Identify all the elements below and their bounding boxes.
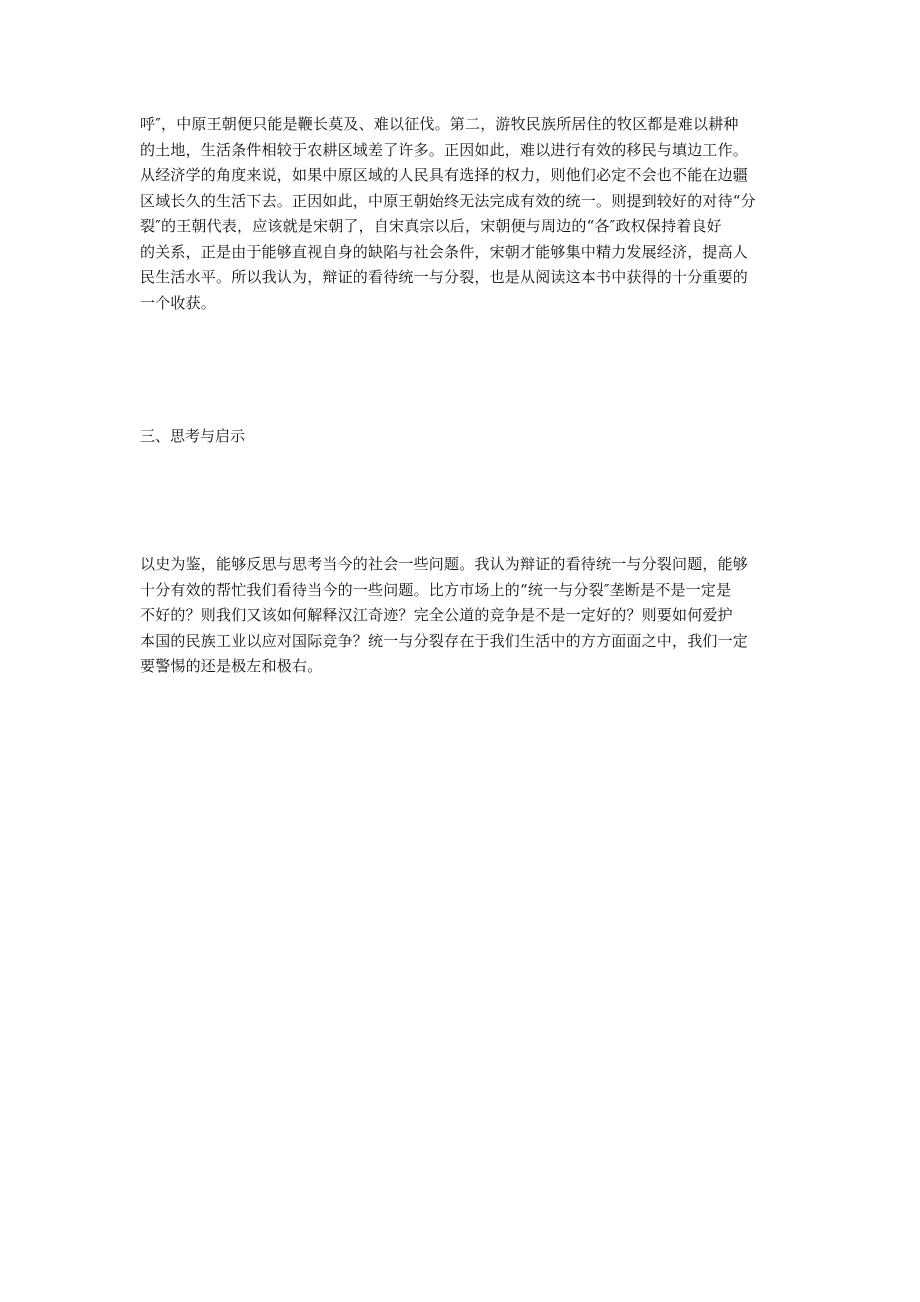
- paragraph-line: 裂″的王朝代表，应该就是宋朝了，自宋真宗以后，宋朝便与周边的“各″政权保持着良好: [140, 217, 722, 235]
- paragraph-line: 以史为鉴，能够反思与思考当今的社会一些问题。我认为辩证的看待统一与分裂问题，能够: [140, 555, 749, 573]
- body-paragraph: [140, 112, 790, 316]
- paragraph-line: 从经济学的角度来说，如果中原区域的人民具有选择的权力，则他们必定不会也不能在边疆: [140, 166, 749, 184]
- paragraph-line: 一个收获。: [140, 293, 217, 312]
- paragraph-line: 呼″，中原王朝便只能是鞭长莫及、难以征伐。第二，游牧民族所居住的牧区都是难以耕种: [140, 115, 739, 133]
- section-heading: 三、思考与启示: [140, 427, 246, 445]
- paragraph-line: 的土地，生活条件相较于农耕区域差了许多。正因如此，难以进行有效的移民与填边工作。: [140, 140, 749, 159]
- paragraph-line: 区域长久的生活下去。正因如此，中原王朝始终无法完成有效的统一。则提到较好的对待“分: [140, 191, 756, 210]
- paragraph-line: 民生活水平。所以我认为，辩证的看待统一与分裂，也是从阅读这本书中获得的十分重要的: [140, 268, 749, 286]
- paragraph-line: 本国的民族工业以应对国际竞争？统一与分裂存在于我们生活中的方方面面之中，我们一定: [140, 631, 749, 650]
- paragraph-line: 不好的？则我们又该如何解释汉江奇迹？完全公道的竞争是不是一定好的？则要如何爱护: [140, 606, 733, 624]
- body-paragraph: [140, 552, 790, 680]
- paragraph-line: 要警惕的还是极左和极右。: [140, 657, 323, 675]
- paragraph-line: 十分有效的帮忙我们看待当今的一些问题。比方市场上的“统一与分裂″垄断是不是一定是: [140, 580, 732, 599]
- paragraph-line: 的关系，正是由于能够直视自身的缺陷与社会条件，宋朝才能够集中精力发展经济，提高人: [140, 242, 749, 261]
